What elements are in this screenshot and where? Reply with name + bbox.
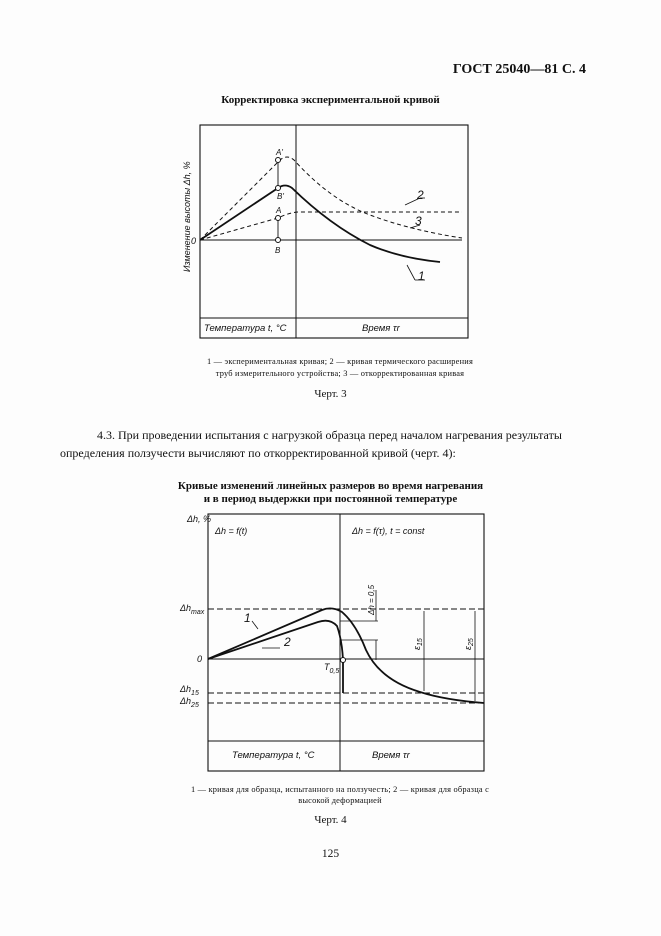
figure4-eps15: $\varepsilon_{15}$ <box>412 638 424 650</box>
figure4-curve-label-2: 2 <box>284 635 291 649</box>
figure4-curve-label-1: 1 <box>244 611 251 625</box>
figure4-title <box>0 480 661 506</box>
figure4-dh-max: $\Delta h_{max}$ <box>180 603 205 616</box>
figure4-chert: Черт. 4 <box>314 814 347 826</box>
figure4-footer-right: Время τr <box>372 750 410 761</box>
figure3-label-b-prime: B' <box>277 192 284 201</box>
figure4-curve-2 <box>208 621 343 693</box>
figure4-dh15: $\Delta h_{15}$ <box>180 684 199 697</box>
figure3-curve-1 <box>200 186 440 263</box>
figure4-frame <box>208 514 484 771</box>
paragraph-4-3 <box>60 426 599 462</box>
figure4-tau-label: $T_{0,5}$ <box>324 662 340 675</box>
figure4-title-line2: и в период выдержки при постоянной температуре <box>203 493 458 505</box>
figure3-origin: 0 <box>191 236 197 246</box>
figure4-dh25: $\Delta h_{25}$ <box>180 696 199 709</box>
paragraph-line1: 4.3. При проведении испытания с нагрузкой образца перед началом нагревания результаты <box>97 428 562 442</box>
figure4-caption <box>130 784 550 806</box>
figure3-title: Корректировка экспериментальной кривой <box>221 94 440 106</box>
figure3-label-a-prime: A' <box>276 148 283 157</box>
figure4-delta-label: Δh = 0,5 <box>367 584 376 615</box>
figure4-right-formula: Δh = f(τ), t = const <box>352 526 425 536</box>
page-number: 125 <box>321 848 340 860</box>
figure4-zero: 0 <box>197 654 203 664</box>
figure4-caption-line2: высокой деформацией <box>298 796 382 805</box>
figure4-yaxis: Δh, % <box>187 514 212 524</box>
figure4-title-line1: Кривые изменений линейных размеров во время нагревания <box>177 480 484 492</box>
figure3-caption-line1: 1 — экспериментальная кривая; 2 — кривая термического расширения <box>206 357 474 366</box>
page-header: ГОСТ 25040—81 С. 4 <box>452 62 586 77</box>
figure3-caption <box>140 356 540 380</box>
figure3-curve-label-1: 1 <box>418 269 425 283</box>
figure3-chert: Черт. 3 <box>314 388 347 400</box>
figure3-label-b: B <box>275 246 281 255</box>
figure3-point-b <box>276 238 281 243</box>
figure3-label-a: A <box>276 206 282 215</box>
figure4-caption-line1: 1 — кривая для образца, испытанного на ползучесть; 2 — кривая для образца с <box>190 785 490 794</box>
figure3-point-b-prime <box>276 186 281 191</box>
figure3-ylabel: Изменение высоты Δh, % <box>182 161 192 272</box>
figure3-point-a-prime <box>276 158 281 163</box>
figure4-left-formula: Δh = f(t) <box>215 526 248 536</box>
figure4-footer-left: Температура t, °C <box>232 750 315 761</box>
figure3-point-a <box>276 216 281 221</box>
figure3-footer-left: Температура t, °C <box>204 323 287 334</box>
figure3-caption-line2: труб измерительного устройства; 3 — откорректированная кривая <box>215 369 465 378</box>
paragraph-line2: определения ползучести вычисляют по откорректированной кривой (черт. 4): <box>60 446 456 460</box>
figure3-footer-right: Время τr <box>362 323 400 334</box>
figure3-curve-2 <box>200 212 462 240</box>
figure4-eps25: $\varepsilon_{25}$ <box>463 638 475 650</box>
figure3-curve-label-3: 3 <box>415 214 422 228</box>
figure3-curve-label-2: 2 <box>417 188 424 202</box>
